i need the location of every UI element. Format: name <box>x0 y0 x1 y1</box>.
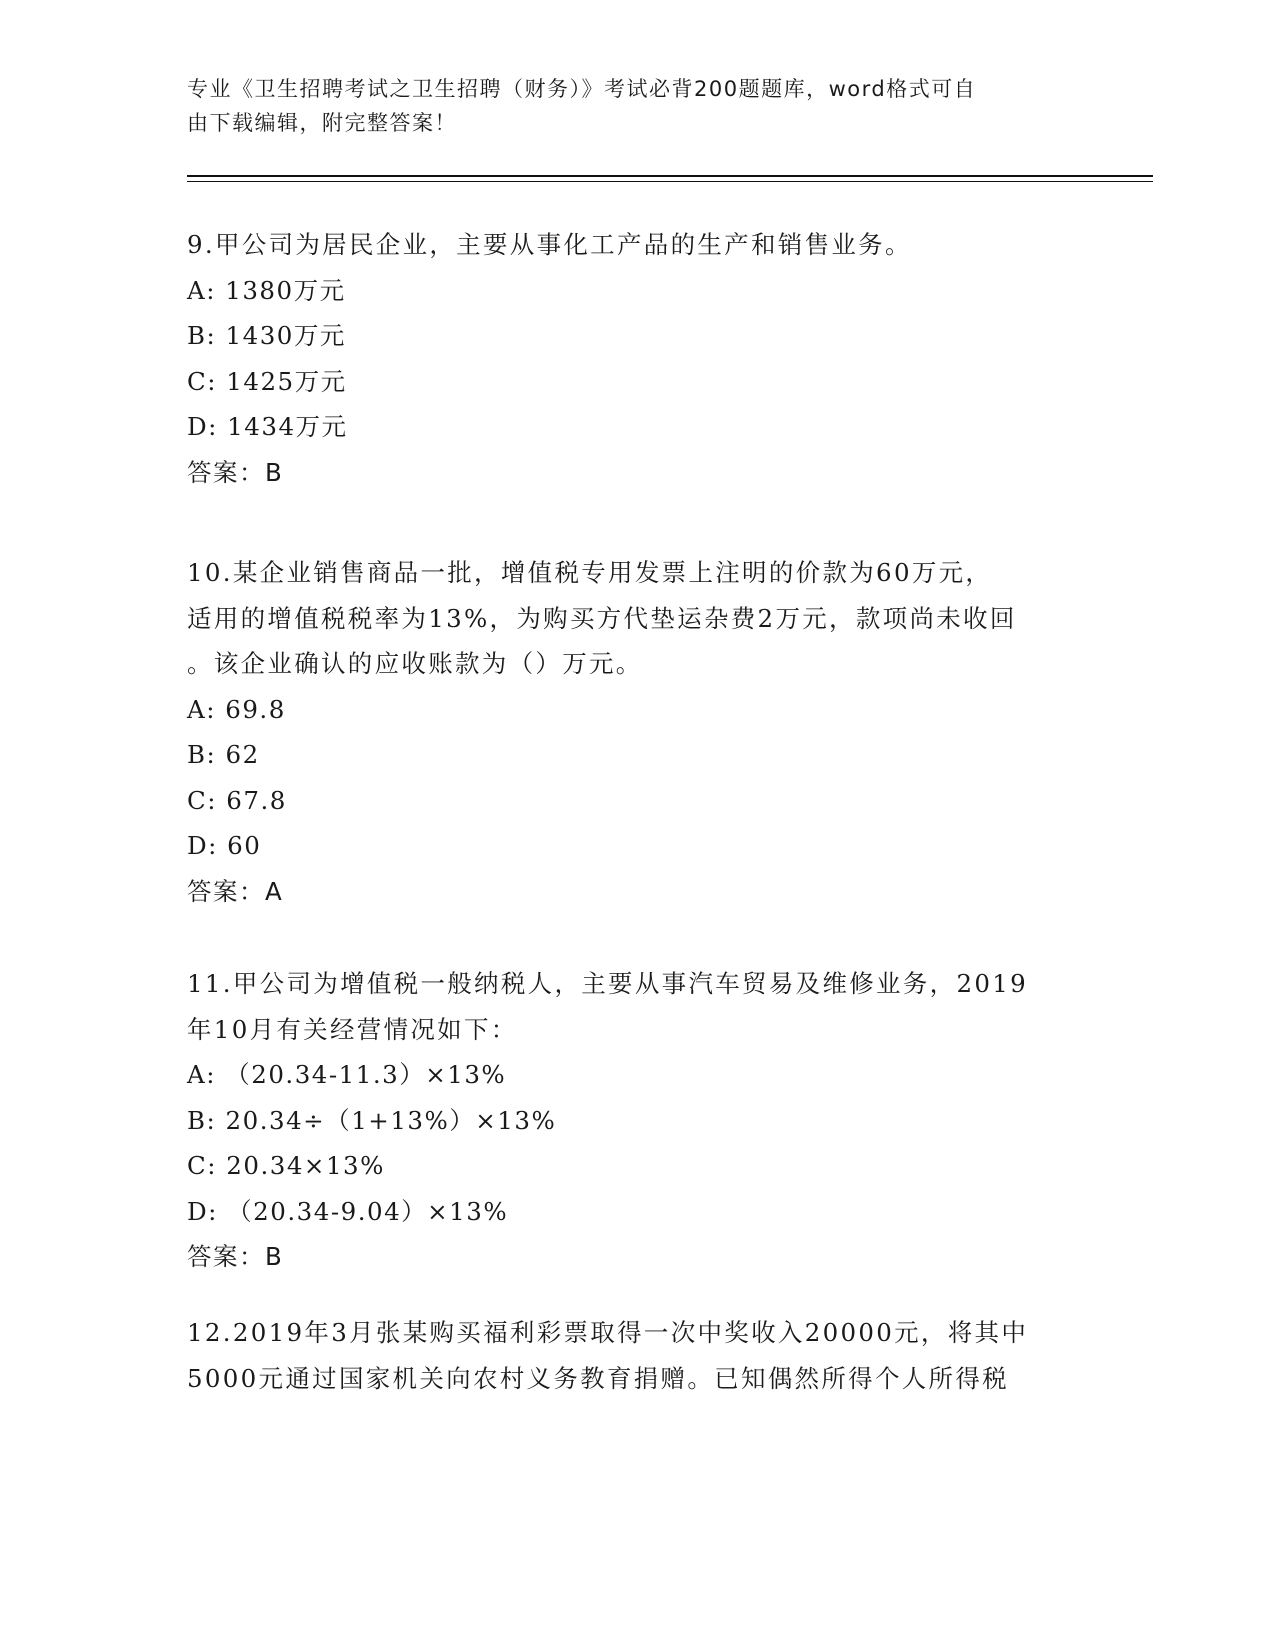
question-text-line-1: 10.某企业销售商品一批，增值税专用发票上注明的价款为60万元， <box>187 558 993 587</box>
header-divider-thin <box>187 181 1153 182</box>
option-a: A: 69.8 <box>187 694 286 724</box>
document-header <box>187 72 1077 140</box>
question-text-line-2: 年10月有关经营情况如下： <box>187 1014 518 1044</box>
question-text: 9.甲公司为居民企业，主要从事化工产品的生产和销售业务。 <box>187 230 912 259</box>
header-divider <box>187 175 1153 177</box>
option-c: C: 1425万元 <box>187 366 347 396</box>
question-9 <box>187 222 1087 495</box>
question-text-line-3: 。该企业确认的应收账款为（）万元。 <box>187 649 643 678</box>
option-c: C: 67.8 <box>187 785 287 815</box>
option-a: A: （20.34-11.3）×13% <box>187 1060 507 1089</box>
question-text-line-2: 5000元通过国家机关向农村义务教育捐赠。已知偶然所得个人所得税 <box>187 1363 1009 1393</box>
answer: 答案：B <box>187 1242 284 1271</box>
option-b: B: 62 <box>187 740 260 769</box>
question-12 <box>187 1310 1087 1401</box>
header-line-1: 专业《卫生招聘考试之卫生招聘（财务）》考试必背200题题库，word格式可自 <box>187 77 977 101</box>
option-b: B: 20.34÷（1+13%）×13% <box>187 1105 557 1135</box>
answer: 答案：B <box>187 457 284 487</box>
question-text-line-2: 适用的增值税税率为13%，为购买方代垫运杂费2万元，款项尚未收回 <box>187 603 1017 633</box>
option-d: D: 1434万元 <box>187 412 348 441</box>
option-d: D: 60 <box>187 831 262 860</box>
option-b: B: 1430万元 <box>187 321 346 350</box>
question-11 <box>187 961 1087 1280</box>
option-a: A: 1380万元 <box>187 275 346 305</box>
question-10 <box>187 550 1087 914</box>
option-c: C: 20.34×13% <box>187 1151 385 1180</box>
header-line-2: 由下载编辑，附完整答案！ <box>187 111 457 135</box>
answer: 答案：A <box>187 876 284 906</box>
question-text-line-1: 12.2019年3月张某购买福利彩票取得一次中奖收入20000元，将其中 <box>187 1318 1029 1347</box>
option-d: D: （20.34-9.04）×13% <box>187 1196 509 1226</box>
question-text-line-1: 11.甲公司为增值税一般纳税人，主要从事汽车贸易及维修业务，2019 <box>187 969 1029 998</box>
